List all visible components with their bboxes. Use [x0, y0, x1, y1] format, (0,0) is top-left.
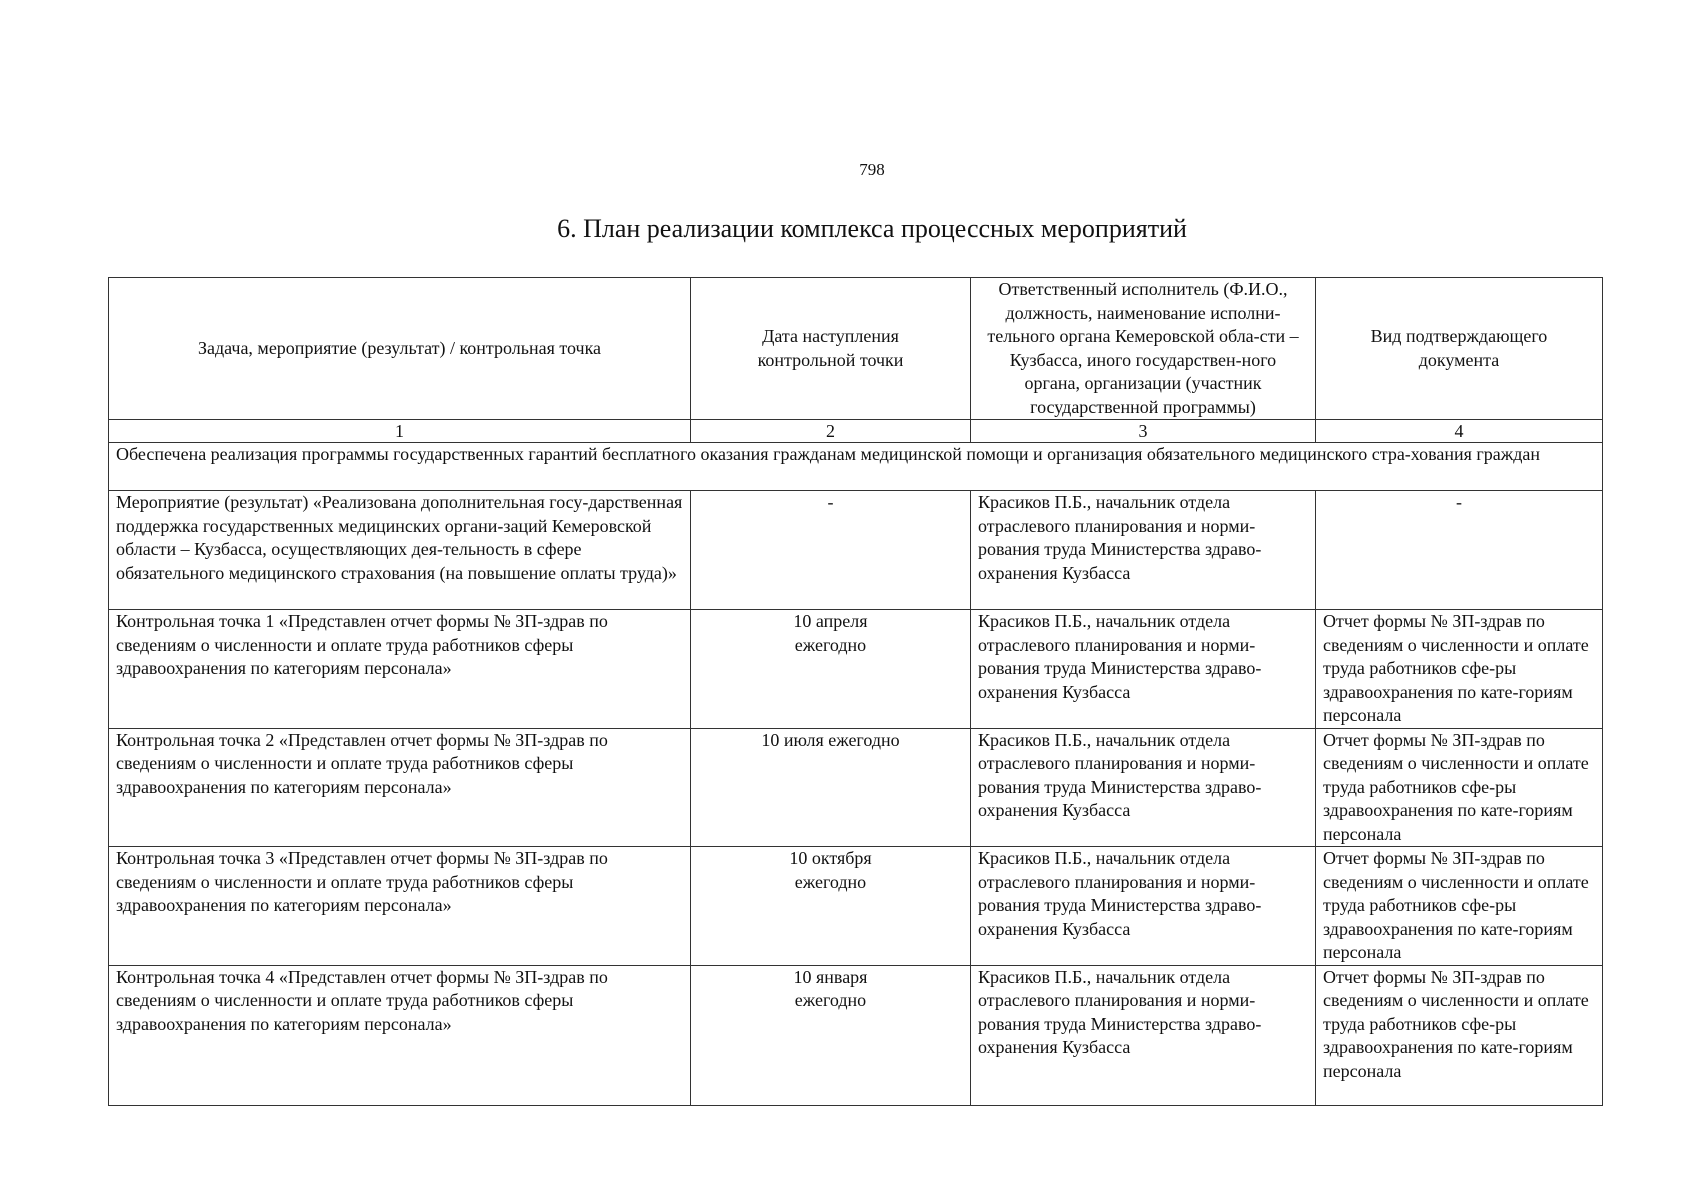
page-number: 798: [859, 160, 885, 179]
column-number: 4: [1316, 420, 1603, 443]
checkpoint-date: 10 января ежегодно: [691, 965, 971, 1105]
event-date: -: [691, 491, 971, 610]
checkpoint-task: Контрольная точка 4 «Представлен отчет формы № ЗП-здрав по сведениям о численности и оплате труда работников сферы здравоохранения по категориям персонала»: [109, 965, 691, 1105]
checkpoint-document: Отчет формы № ЗП-здрав по сведениям о численности и оплате труда работников сфе-ры здравоохранения по кате-гориям персонала: [1316, 610, 1603, 729]
checkpoint-date: 10 апреля ежегодно: [691, 610, 971, 729]
header-task: Задача, мероприятие (результат) / контрольная точка: [109, 278, 691, 420]
event-responsible: Красиков П.Б., начальник отдела отраслевого планирования и норми-рования труда Министерства здраво-охранения Кузбасса: [971, 491, 1316, 610]
event-document: -: [1316, 491, 1603, 610]
checkpoint-task: Контрольная точка 1 «Представлен отчет формы № ЗП-здрав по сведениям о численности и оплате труда работников сферы здравоохранения по категориям персонала»: [109, 610, 691, 729]
checkpoint-date: 10 июля ежегодно: [691, 728, 971, 847]
checkpoint-responsible: Красиков П.Б., начальник отдела отраслевого планирования и норми-рования труда Министерства здраво-охранения Кузбасса: [971, 847, 1316, 966]
plan-table: [108, 277, 1603, 1106]
checkpoint-responsible: Красиков П.Б., начальник отдела отраслевого планирования и норми-рования труда Министерства здраво-охранения Кузбасса: [971, 728, 1316, 847]
checkpoint-document: Отчет формы № ЗП-здрав по сведениям о численности и оплате труда работников сфе-ры здравоохранения по кате-гориям персонала: [1316, 847, 1603, 966]
event-task: Мероприятие (результат) «Реализована дополнительная госу-дарственная поддержка государственных медицинских органи-заций Кемеровской области – Кузбасса, осуществляющих дея-тельность в сфере обязательного медицинского страхования (на повышение оплаты труда)»: [109, 491, 691, 610]
checkpoint-document: Отчет формы № ЗП-здрав по сведениям о численности и оплате труда работников сфе-ры здравоохранения по кате-гориям персонала: [1316, 728, 1603, 847]
checkpoint-document: Отчет формы № ЗП-здрав по сведениям о численности и оплате труда работников сфе-ры здравоохранения по кате-гориям персонала: [1316, 965, 1603, 1105]
checkpoint-task: Контрольная точка 2 «Представлен отчет формы № ЗП-здрав по сведениям о численности и оплате труда работников сферы здравоохранения по категориям персонала»: [109, 728, 691, 847]
checkpoint-row: [109, 847, 1603, 966]
checkpoint-date: 10 октября ежегодно: [691, 847, 971, 966]
checkpoint-task: Контрольная точка 3 «Представлен отчет формы № ЗП-здрав по сведениям о численности и оплате труда работников сферы здравоохранения по категориям персонала»: [109, 847, 691, 966]
checkpoint-row: [109, 965, 1603, 1105]
column-number: 2: [691, 420, 971, 443]
header-date: Дата наступления контрольной точки: [691, 278, 971, 420]
goal-row: [109, 443, 1603, 491]
page-title: 6. План реализации комплекса процессных мероприятий: [557, 214, 1187, 243]
checkpoint-row: [109, 610, 1603, 729]
table-header-row: [109, 278, 1603, 420]
column-number: 3: [971, 420, 1316, 443]
goal-text: Обеспечена реализация программы государственных гарантий бесплатного оказания гражданам медицинской помощи и организация обязательного медицинского стра-хования граждан: [109, 443, 1603, 491]
event-row: [109, 491, 1603, 610]
header-responsible: Ответственный исполнитель (Ф.И.О., должность, наименование исполни-тельного органа Кемеровской обла-сти – Кузбасса, иного государствен-ного органа, организации (участник государственной программы): [971, 278, 1316, 420]
checkpoint-responsible: Красиков П.Б., начальник отдела отраслевого планирования и норми-рования труда Министерства здраво-охранения Кузбасса: [971, 610, 1316, 729]
column-number-row: [109, 420, 1603, 443]
checkpoint-row: [109, 728, 1603, 847]
header-document: Вид подтверждающего документа: [1316, 278, 1603, 420]
column-number: 1: [109, 420, 691, 443]
checkpoint-responsible: Красиков П.Б., начальник отдела отраслевого планирования и норми-рования труда Министерства здраво-охранения Кузбасса: [971, 965, 1316, 1105]
